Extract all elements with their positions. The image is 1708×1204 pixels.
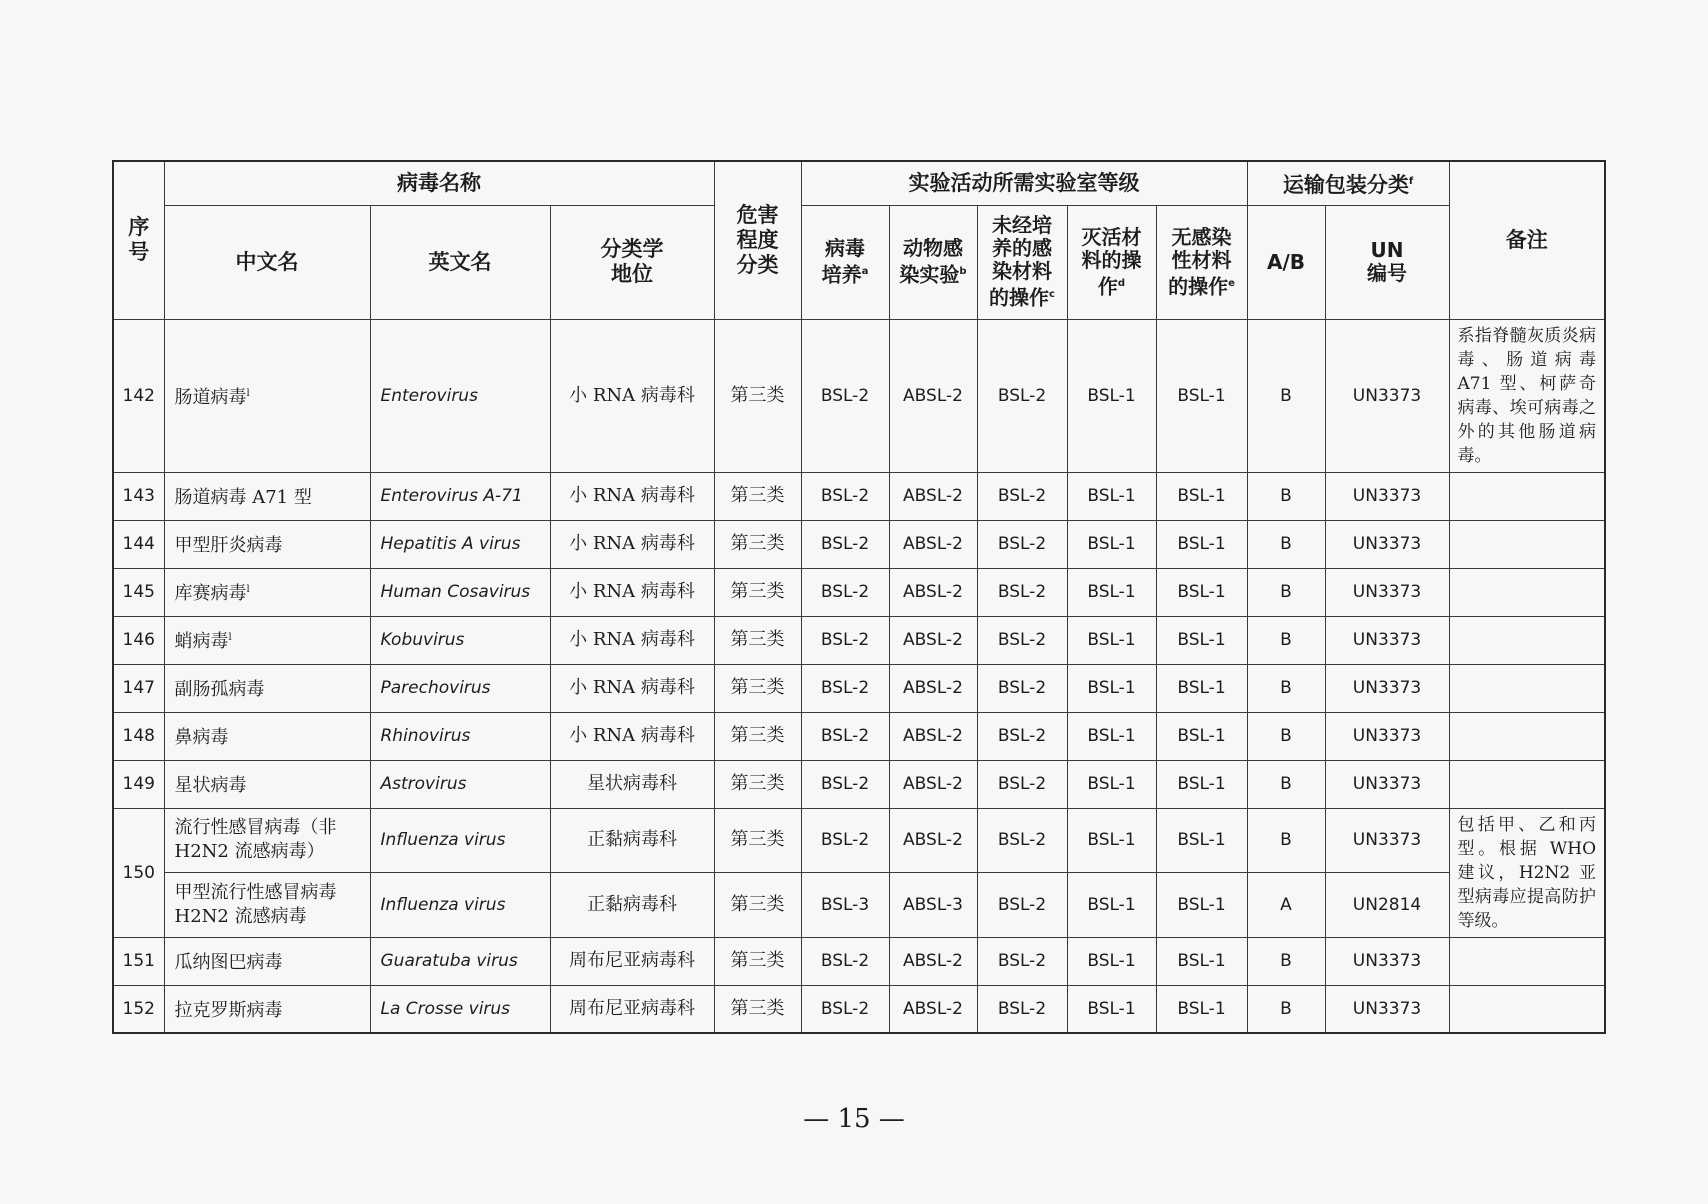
inactivated-cell: BSL-1 — [1067, 937, 1156, 985]
header-noninfectious: 无感染性材料的操作$^e$ — [1156, 205, 1247, 319]
uncultured-cell: BSL-2 — [977, 985, 1067, 1033]
noninfectious-cell: BSL-1 — [1156, 568, 1247, 616]
hazard-cell: 第三类 — [714, 616, 801, 664]
un-cell: UN2814 — [1325, 873, 1449, 938]
inactivated-cell: BSL-1 — [1067, 520, 1156, 568]
culture-cell: BSL-2 — [801, 937, 889, 985]
ab-cell: B — [1247, 616, 1325, 664]
en-name-cell: Kobuvirus — [370, 616, 550, 664]
virus-table-container — [112, 160, 1604, 1034]
row-number: 152 — [113, 985, 164, 1033]
note-cell — [1449, 568, 1605, 616]
ab-cell: B — [1247, 664, 1325, 712]
uncultured-cell: BSL-2 — [977, 520, 1067, 568]
table-row — [113, 568, 1605, 616]
animal-cell: ABSL-2 — [889, 937, 977, 985]
header-animal: 动物感染实验$^b$ — [889, 205, 977, 319]
culture-cell: BSL-2 — [801, 664, 889, 712]
en-name-cell: Enterovirus — [370, 319, 550, 472]
culture-cell: BSL-2 — [801, 616, 889, 664]
note-cell: 包括甲、乙和丙型。根据 WHO 建议，H2N2 亚型病毒应提高防护等级。 — [1449, 808, 1605, 937]
note-cell: 系指脊髓灰质炎病毒、肠道病毒 A71 型、柯萨奇病毒、埃可病毒之外的其他肠道病毒。 — [1449, 319, 1605, 472]
animal-cell: ABSL-2 — [889, 520, 977, 568]
animal-cell: ABSL-2 — [889, 808, 977, 873]
header-un: UN编号 — [1325, 205, 1449, 319]
cn-name-cell: 蛸病毒$^l$ — [164, 616, 370, 664]
taxonomy-cell: 小 RNA 病毒科 — [550, 319, 714, 472]
row-number: 142 — [113, 319, 164, 472]
uncultured-cell: BSL-2 — [977, 760, 1067, 808]
un-cell: UN3373 — [1325, 520, 1449, 568]
cn-name-cell: 流行性感冒病毒（非 H2N2 流感病毒） — [164, 808, 370, 873]
animal-cell: ABSL-2 — [889, 712, 977, 760]
en-name-cell: Human Cosavirus — [370, 568, 550, 616]
un-cell: UN3373 — [1325, 760, 1449, 808]
culture-cell: BSL-2 — [801, 808, 889, 873]
culture-cell: BSL-2 — [801, 472, 889, 520]
noninfectious-cell: BSL-1 — [1156, 472, 1247, 520]
table-row — [113, 520, 1605, 568]
ab-cell: B — [1247, 985, 1325, 1033]
header-culture: 病毒培养$^a$ — [801, 205, 889, 319]
taxonomy-cell: 小 RNA 病毒科 — [550, 568, 714, 616]
note-cell — [1449, 712, 1605, 760]
animal-cell: ABSL-2 — [889, 568, 977, 616]
note-cell — [1449, 760, 1605, 808]
inactivated-cell: BSL-1 — [1067, 319, 1156, 472]
noninfectious-cell: BSL-1 — [1156, 664, 1247, 712]
taxonomy-cell: 周布尼亚病毒科 — [550, 937, 714, 985]
en-name-cell: La Crosse virus — [370, 985, 550, 1033]
un-cell: UN3373 — [1325, 472, 1449, 520]
hazard-cell: 第三类 — [714, 319, 801, 472]
hazard-cell: 第三类 — [714, 760, 801, 808]
en-name-cell: Hepatitis A virus — [370, 520, 550, 568]
cn-name-cell: 鼻病毒 — [164, 712, 370, 760]
uncultured-cell: BSL-2 — [977, 712, 1067, 760]
taxonomy-cell: 小 RNA 病毒科 — [550, 616, 714, 664]
ab-cell: A — [1247, 873, 1325, 938]
header-taxonomy: 分类学地位 — [550, 205, 714, 319]
en-name-cell: Influenza virus — [370, 873, 550, 938]
note-cell — [1449, 664, 1605, 712]
note-cell — [1449, 472, 1605, 520]
un-cell: UN3373 — [1325, 616, 1449, 664]
ab-cell: B — [1247, 712, 1325, 760]
table-row — [113, 760, 1605, 808]
uncultured-cell: BSL-2 — [977, 664, 1067, 712]
culture-cell: BSL-2 — [801, 319, 889, 472]
en-name-cell: Guaratuba virus — [370, 937, 550, 985]
row-number: 144 — [113, 520, 164, 568]
en-name-cell: Enterovirus A-71 — [370, 472, 550, 520]
hazard-cell: 第三类 — [714, 712, 801, 760]
inactivated-cell: BSL-1 — [1067, 808, 1156, 873]
header-virus-name: 病毒名称 — [164, 161, 714, 205]
header-en-name: 英文名 — [370, 205, 550, 319]
un-cell: UN3373 — [1325, 937, 1449, 985]
cn-name-cell: 甲型流行性感冒病毒 H2N2 流感病毒 — [164, 873, 370, 938]
table-row — [113, 873, 1605, 938]
culture-cell: BSL-2 — [801, 985, 889, 1033]
inactivated-cell: BSL-1 — [1067, 568, 1156, 616]
header-inactivated: 灭活材料的操作$^d$ — [1067, 205, 1156, 319]
ab-cell: B — [1247, 808, 1325, 873]
culture-cell: BSL-2 — [801, 520, 889, 568]
taxonomy-cell: 正黏病毒科 — [550, 808, 714, 873]
cn-name-cell: 肠道病毒 A71 型 — [164, 472, 370, 520]
table-row — [113, 808, 1605, 873]
ab-cell: B — [1247, 937, 1325, 985]
en-name-cell: Rhinovirus — [370, 712, 550, 760]
taxonomy-cell: 周布尼亚病毒科 — [550, 985, 714, 1033]
inactivated-cell: BSL-1 — [1067, 664, 1156, 712]
culture-cell: BSL-3 — [801, 873, 889, 938]
hazard-cell: 第三类 — [714, 472, 801, 520]
row-number: 151 — [113, 937, 164, 985]
header-ab: A/B — [1247, 205, 1325, 319]
animal-cell: ABSL-2 — [889, 472, 977, 520]
cn-name-cell: 星状病毒 — [164, 760, 370, 808]
hazard-cell: 第三类 — [714, 985, 801, 1033]
cn-name-cell: 瓜纳图巴病毒 — [164, 937, 370, 985]
uncultured-cell: BSL-2 — [977, 937, 1067, 985]
animal-cell: ABSL-2 — [889, 664, 977, 712]
animal-cell: ABSL-2 — [889, 985, 977, 1033]
ab-cell: B — [1247, 319, 1325, 472]
table-row — [113, 712, 1605, 760]
row-number: 149 — [113, 760, 164, 808]
uncultured-cell: BSL-2 — [977, 319, 1067, 472]
ab-cell: B — [1247, 760, 1325, 808]
header-lab-level: 实验活动所需实验室等级 — [801, 161, 1247, 205]
taxonomy-cell: 正黏病毒科 — [550, 873, 714, 938]
cn-name-cell: 甲型肝炎病毒 — [164, 520, 370, 568]
hazard-cell: 第三类 — [714, 664, 801, 712]
inactivated-cell: BSL-1 — [1067, 472, 1156, 520]
noninfectious-cell: BSL-1 — [1156, 616, 1247, 664]
table-row — [113, 664, 1605, 712]
row-number: 145 — [113, 568, 164, 616]
ab-cell: B — [1247, 520, 1325, 568]
row-number: 143 — [113, 472, 164, 520]
uncultured-cell: BSL-2 — [977, 616, 1067, 664]
note-cell — [1449, 985, 1605, 1033]
table-row — [113, 319, 1605, 472]
culture-cell: BSL-2 — [801, 712, 889, 760]
row-number: 147 — [113, 664, 164, 712]
uncultured-cell: BSL-2 — [977, 873, 1067, 938]
uncultured-cell: BSL-2 — [977, 472, 1067, 520]
hazard-cell: 第三类 — [714, 568, 801, 616]
noninfectious-cell: BSL-1 — [1156, 808, 1247, 873]
animal-cell: ABSL-2 — [889, 319, 977, 472]
table-row — [113, 616, 1605, 664]
un-cell: UN3373 — [1325, 712, 1449, 760]
header-note: 备注 — [1449, 161, 1605, 319]
taxonomy-cell: 小 RNA 病毒科 — [550, 472, 714, 520]
note-cell — [1449, 616, 1605, 664]
taxonomy-cell: 小 RNA 病毒科 — [550, 520, 714, 568]
noninfectious-cell: BSL-1 — [1156, 937, 1247, 985]
noninfectious-cell: BSL-1 — [1156, 319, 1247, 472]
row-number: 148 — [113, 712, 164, 760]
animal-cell: ABSL-2 — [889, 616, 977, 664]
hazard-cell: 第三类 — [714, 520, 801, 568]
cn-name-cell: 肠道病毒$^l$ — [164, 319, 370, 472]
cn-name-cell: 拉克罗斯病毒 — [164, 985, 370, 1033]
uncultured-cell: BSL-2 — [977, 808, 1067, 873]
noninfectious-cell: BSL-1 — [1156, 760, 1247, 808]
taxonomy-cell: 小 RNA 病毒科 — [550, 664, 714, 712]
en-name-cell: Astrovirus — [370, 760, 550, 808]
header-uncultured: 未经培养的感染材料的操作$^c$ — [977, 205, 1067, 319]
note-cell — [1449, 520, 1605, 568]
inactivated-cell: BSL-1 — [1067, 712, 1156, 760]
table-row — [113, 937, 1605, 985]
ab-cell: B — [1247, 472, 1325, 520]
animal-cell: ABSL-2 — [889, 760, 977, 808]
row-number: 146 — [113, 616, 164, 664]
note-cell — [1449, 937, 1605, 985]
en-name-cell: Parechovirus — [370, 664, 550, 712]
animal-cell: ABSL-3 — [889, 873, 977, 938]
culture-cell: BSL-2 — [801, 760, 889, 808]
header-seq: 序号 — [113, 161, 164, 319]
hazard-cell: 第三类 — [714, 873, 801, 938]
en-name-cell: Influenza virus — [370, 808, 550, 873]
hazard-cell: 第三类 — [714, 808, 801, 873]
taxonomy-cell: 星状病毒科 — [550, 760, 714, 808]
taxonomy-cell: 小 RNA 病毒科 — [550, 712, 714, 760]
page-number: — 15 — — [803, 1104, 905, 1134]
inactivated-cell: BSL-1 — [1067, 616, 1156, 664]
inactivated-cell: BSL-1 — [1067, 985, 1156, 1033]
culture-cell: BSL-2 — [801, 568, 889, 616]
un-cell: UN3373 — [1325, 664, 1449, 712]
hazard-cell: 第三类 — [714, 937, 801, 985]
ab-cell: B — [1247, 568, 1325, 616]
table-row — [113, 472, 1605, 520]
un-cell: UN3373 — [1325, 319, 1449, 472]
noninfectious-cell: BSL-1 — [1156, 873, 1247, 938]
noninfectious-cell: BSL-1 — [1156, 520, 1247, 568]
header-transport: 运输包装分类$^f$ — [1247, 161, 1449, 205]
table-row — [113, 985, 1605, 1033]
noninfectious-cell: BSL-1 — [1156, 712, 1247, 760]
un-cell: UN3373 — [1325, 568, 1449, 616]
uncultured-cell: BSL-2 — [977, 568, 1067, 616]
inactivated-cell: BSL-1 — [1067, 760, 1156, 808]
header-hazard: 危害程度分类 — [714, 161, 801, 319]
cn-name-cell: 库赛病毒$^l$ — [164, 568, 370, 616]
row-number: 150 — [113, 808, 164, 937]
virus-table — [112, 160, 1606, 1034]
un-cell: UN3373 — [1325, 985, 1449, 1033]
noninfectious-cell: BSL-1 — [1156, 985, 1247, 1033]
header-cn-name: 中文名 — [164, 205, 370, 319]
un-cell: UN3373 — [1325, 808, 1449, 873]
inactivated-cell: BSL-1 — [1067, 873, 1156, 938]
cn-name-cell: 副肠孤病毒 — [164, 664, 370, 712]
